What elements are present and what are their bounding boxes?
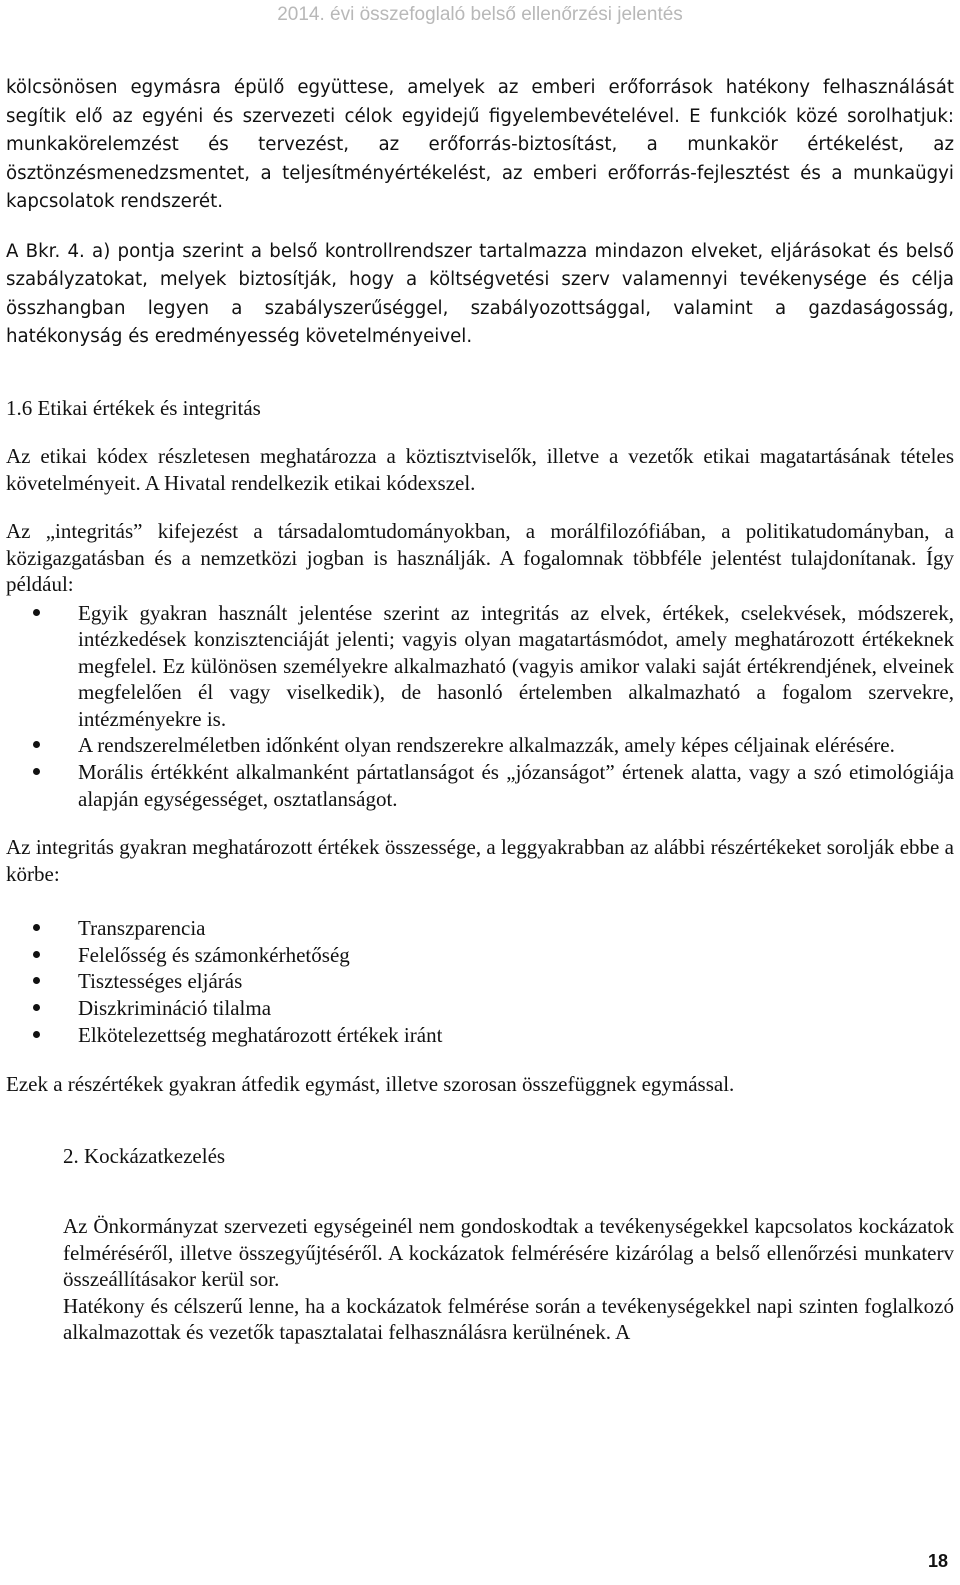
list-item: Felelősség és számonkérhetőség	[6, 942, 954, 969]
bullet-icon	[33, 741, 40, 748]
list-item: Tisztességes eljárás	[6, 968, 954, 995]
list-item: Morális értékként alkalmanként pártatlanságot és „józanságot” értenek alatta, vagy a szó etimológiája alapján egységességet, osztatlanságot.	[6, 759, 954, 812]
bullet-icon	[33, 1031, 40, 1038]
paragraph-risk-assessment: Az Önkormányzat szervezeti egységeinél nem gondoskodtak a tevékenységekkel kapcsolatos kockázatok felméréséről, illetve összegyűjtéséről. A kockázatok felmérésére kizárólag a belső ellenőrzési munkaterv összeállításakor kerül sor.	[63, 1214, 954, 1292]
paragraph-ethics-code: Az etikai kódex részletesen meghatározza a köztisztviselők, illetve a vezetők etikai magatartásának tételes követelményeit. A Hivatal rendelkezik etikai kódexszel.	[6, 444, 954, 495]
list-item: Transzparencia	[6, 915, 954, 942]
list-item: Egyik gyakran használt jelentése szerint az integritás az elvek, értékek, cselekvések, módszerek, intézkedések konzisztenciáját jelenti; vagyis olyan magatartásmódot, amely meghatározott értékeknek megfelel. Ez különösen személyekre alkalmazható (vagyis amikor valaki saját értékrendjének, elveinek megfelelően él vagy viselkedik), de hasonló értelemben alkalmazható a fogalom szervekre, intézményekre is.	[6, 600, 954, 733]
bullet-icon	[33, 609, 40, 616]
paragraph-risk-improvement: Hatékony és célszerű lenne, ha a kockázatok felmérése során a tevékenységekkel napi szinten foglalkozó alkalmazottak és vezetők tapasztalatai felhasználásra kerülnének. A	[63, 1293, 954, 1345]
paragraph-integrity-values: Az integritás gyakran meghatározott értékek összessége, a leggyakrabban az alábbi részértékeket sorolják ebbe a körbe:	[6, 835, 954, 886]
list-item: Elkötelezettség meghatározott értékek iránt	[6, 1022, 954, 1049]
list-item: Diszkrimináció tilalma	[6, 995, 954, 1022]
paragraph-overlap: Ezek a részértékek gyakran átfedik egymást, illetve szorosan összefüggnek egymással.	[6, 1072, 735, 1097]
bullet-icon	[33, 768, 40, 775]
document-body	[6, 74, 954, 1346]
section-heading-2: 2. Kockázatkezelés	[63, 1143, 226, 1168]
list-item: A rendszerelméletben időnként olyan rendszerekre alkalmazzák, amely képes céljainak elérésére.	[6, 732, 954, 759]
page-number: 18	[927, 1551, 948, 1571]
page-header: 2014. évi összefoglaló belső ellenőrzési jelentés	[277, 4, 683, 25]
paragraph-integrity-intro: Az „integritás” kifejezést a társadalomtudományokban, a morálfilozófiában, a politikatudományban, a közigazgatásban és a nemzetközi jogban is használják. A fogalomnak többféle jelentést tulajdonítanak. Így például:	[6, 519, 954, 596]
paragraph-hr-functions: kölcsönösen egymásra épülő együttese, amelyek az emberi erőforrások hatékony felhasználását segítik elő az egyéni és szervezeti célok egyidejű figyelembevételével. E funkciók közé sorolhatjuk: munkakörelemzést és tervezést, az erőforrás-biztosítást, a munkakör értékelést, az ösztönzésmenedzsmentet, a teljesítményértékelést, az emberi erőforrás-fejlesztést és a munkaügyi kapcsolatok rendszerét.	[6, 77, 954, 212]
paragraph-bkr: A Bkr. 4. a) pontja szerint a belső kontrollrendszer tartalmazza mindazon elveket, eljárásokat és belső szabályzatokat, melyek biztosítják, hogy a költségvetési szerv valamennyi tevékenysége és célja összhangban legyen a szabályszerűséggel, szabályozottsággal, valamint a gazdaságosság, hatékonyság és eredményesség követelményeivel.	[6, 240, 954, 347]
bullet-icon	[33, 1004, 40, 1011]
section-heading-1-6: 1.6 Etikai értékek és integritás	[6, 395, 261, 420]
bullet-icon	[33, 951, 40, 958]
bullet-icon	[33, 977, 40, 984]
partial-values-list	[6, 915, 954, 1048]
bullet-icon	[33, 924, 40, 931]
integrity-meanings-list	[6, 600, 954, 813]
